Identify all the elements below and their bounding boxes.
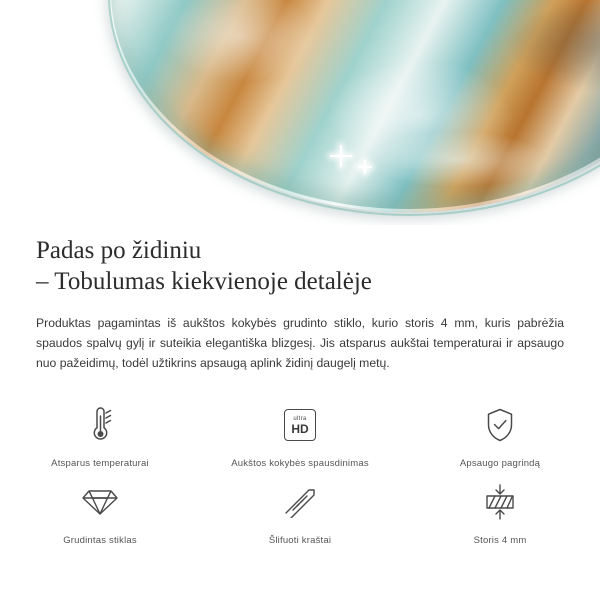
polished-edges-icon: [282, 479, 318, 525]
ultra-hd-badge-top: ultra: [293, 415, 307, 422]
ultra-hd-badge-bottom: HD: [291, 421, 309, 436]
ultra-hd-icon: [284, 402, 316, 448]
feature-surface-protection: [400, 392, 600, 469]
feature-label: Apsaugo pagrindą: [459, 458, 541, 469]
description-paragraph: Produktas pagamintas iš aukštos kokybės grudinto stiklo, kurio storis 4 mm, kuris pabrėžia spaudos spalvų gylį ir suteikia elegantiška blizgesį. Jis atsparus aukštai temperaturai ir apsaugo nuo pažeidimų, todėl užtikrins apsaugą aplink židinį daugelį metų.: [36, 316, 564, 370]
feature-label: Šlifuoti kraštai: [268, 535, 332, 546]
feature-thickness: [400, 469, 600, 546]
feature-label: Atsparus temperaturai: [51, 458, 149, 469]
thermometer-icon: [83, 402, 117, 448]
feature-label: Grudintas stiklas: [63, 535, 137, 546]
diamond-icon: [81, 479, 119, 525]
feature-tempered-glass: [0, 469, 200, 546]
page-title: [0, 225, 600, 297]
marble-glass-plate-image: [108, 0, 600, 212]
feature-row-bottom: [0, 469, 600, 546]
feature-row-top: [0, 392, 600, 469]
headline-line-1: Padas po židiniu: [36, 237, 202, 264]
feature-label: Aukštos kokybės spausdinimas: [231, 458, 369, 469]
feature-print-quality: [200, 392, 400, 469]
text-content: [0, 225, 600, 373]
feature-polished-edges: [200, 469, 400, 546]
feature-label: Storis 4 mm: [473, 535, 527, 546]
shield-check-icon: [483, 402, 517, 448]
feature-icons-section: [0, 392, 600, 546]
thickness-arrows-icon: [480, 479, 520, 525]
feature-temperature: [0, 392, 200, 469]
headline-line-2: – Tobulumas kiekvienoje detalėje: [36, 268, 372, 295]
hero-image: [0, 0, 600, 225]
